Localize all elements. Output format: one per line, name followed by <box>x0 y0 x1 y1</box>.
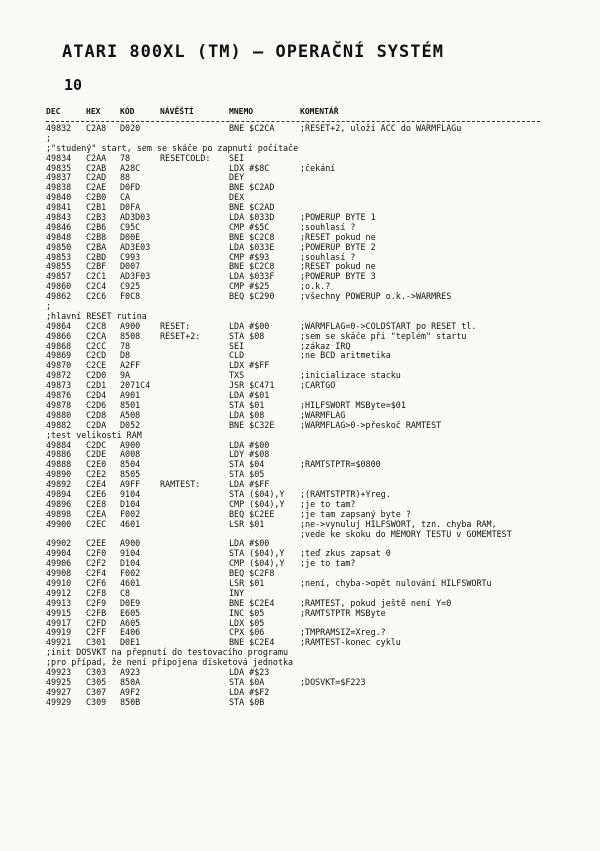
address-hex: C2F6 <box>86 577 107 588</box>
address-dec: 49888 <box>46 459 72 470</box>
line-comment: ;sem se skáče při "teplém" startu <box>300 330 467 341</box>
line-comment: ;všechny POWERUP o.k.->WARMRES <box>300 291 452 302</box>
mnemonic: BEQ $C2F8 <box>229 568 275 579</box>
line-comment: ;souhlasí ? <box>300 221 356 232</box>
mnemonic: LDX $05 <box>229 617 265 628</box>
line-comment: ;čekání <box>300 162 336 173</box>
opcode-bytes: A605 <box>120 617 141 628</box>
mnemonic: CMP #$93 <box>229 251 270 262</box>
mnemonic: BNE $C2E4 <box>229 597 275 608</box>
address-dec: 49868 <box>46 340 72 351</box>
line-comment: ;WARMFLAG=0->COLDSTART po RESET tl. <box>300 320 477 331</box>
section-comment: ; <box>46 132 52 143</box>
mnemonic: BNE $C2AD <box>229 182 275 193</box>
column-header-row <box>0 107 600 119</box>
mnemonic: BNE $C2C8 <box>229 261 275 272</box>
mnemonic: STA $0B <box>229 696 265 707</box>
opcode-bytes: A28C <box>120 162 141 173</box>
address-dec: 49834 <box>46 152 72 163</box>
mnemonic: LDA #$00 <box>229 320 270 331</box>
address-dec: 49886 <box>46 449 72 460</box>
address-dec: 49919 <box>46 627 72 638</box>
address-dec: 49866 <box>46 330 72 341</box>
opcode-bytes: C8 <box>120 587 131 598</box>
address-hex: C2E2 <box>86 469 107 480</box>
code-line <box>0 698 600 708</box>
mnemonic: INC $05 <box>229 607 265 618</box>
opcode-bytes: 9104 <box>120 548 141 559</box>
mnemonic: STA $0A <box>229 676 265 687</box>
mnemonic: LDX #$FF <box>229 360 270 371</box>
opcode-bytes: 4601 <box>120 577 141 588</box>
mnemonic: STA $04 <box>229 459 265 470</box>
mnemonic: DEX <box>229 192 245 203</box>
address-dec: 49857 <box>46 271 72 282</box>
address-dec: 49840 <box>46 192 72 203</box>
mnemonic: LDA #$00 <box>229 538 270 549</box>
mnemonic: LDA #$FF <box>229 479 270 490</box>
address-hex: C2D6 <box>86 399 107 410</box>
mnemonic: BEQ $C2EE <box>229 508 275 519</box>
opcode-bytes: AD3D03 <box>120 212 151 223</box>
line-comment: ;CARTGO <box>300 380 336 391</box>
address-dec: 49927 <box>46 686 72 697</box>
opcode-bytes: E605 <box>120 607 141 618</box>
address-hex: C303 <box>86 666 107 677</box>
address-hex: C2B8 <box>86 231 107 242</box>
opcode-bytes: 8501 <box>120 399 141 410</box>
address-dec: 49892 <box>46 479 72 490</box>
mnemonic: SEI <box>229 340 245 351</box>
address-dec: 49904 <box>46 548 72 559</box>
address-dec: 49873 <box>46 380 72 391</box>
opcode-bytes: A901 <box>120 390 141 401</box>
mnemonic: LDA $033F <box>229 271 275 282</box>
line-comment: ;vede ke skoku do MEMORY TESTU v GOMEMTEST <box>300 528 512 539</box>
address-dec: 49929 <box>46 696 72 707</box>
address-hex: C2BA <box>86 241 107 252</box>
opcode-bytes: D007 <box>120 261 141 272</box>
opcode-bytes: 8508 <box>120 330 141 341</box>
address-dec: 49882 <box>46 419 72 430</box>
mnemonic: STA ($04),Y <box>229 488 285 499</box>
address-hex: C2DE <box>86 449 107 460</box>
opcode-bytes: D104 <box>120 558 141 569</box>
address-dec: 49915 <box>46 607 72 618</box>
opcode-bytes: 9A <box>120 370 131 381</box>
address-hex: C2E6 <box>86 488 107 499</box>
opcode-bytes: C993 <box>120 251 141 262</box>
address-dec: 49894 <box>46 488 72 499</box>
mnemonic: BNE $C2C8 <box>229 231 275 242</box>
opcode-bytes: D020 <box>120 123 141 133</box>
opcode-bytes: 8504 <box>120 459 141 470</box>
code-label: RESET+2: <box>160 330 201 341</box>
address-dec: 49876 <box>46 390 72 401</box>
column-header-dec: DEC <box>46 107 61 116</box>
code-label: RESETCOLD: <box>160 152 211 163</box>
address-dec: 49864 <box>46 320 72 331</box>
opcode-bytes: D0FA <box>120 202 141 213</box>
address-dec: 49896 <box>46 498 72 509</box>
opcode-bytes: D0FD <box>120 182 141 193</box>
address-hex: C2F8 <box>86 587 107 598</box>
mnemonic: CMP #$5C <box>229 221 270 232</box>
address-dec: 49838 <box>46 182 72 193</box>
address-hex: C2F9 <box>86 597 107 608</box>
section-comment: ; <box>46 301 52 312</box>
mnemonic: STA ($04),Y <box>229 548 285 559</box>
address-hex: C2D8 <box>86 409 107 420</box>
line-comment: ;souhlasí ? <box>300 251 356 262</box>
opcode-bytes: D8 <box>120 350 131 361</box>
line-comment: ;RAMTEST, pokud ještě není Y=0 <box>300 597 452 608</box>
address-dec: 49921 <box>46 637 72 648</box>
line-comment: ;RAMTEST-konec cyklu <box>300 637 401 648</box>
address-dec: 49870 <box>46 360 72 371</box>
line-comment: ;RESET pokud ne <box>300 261 376 272</box>
address-hex: C2EC <box>86 518 107 529</box>
address-dec: 49855 <box>46 261 72 272</box>
address-dec: 49902 <box>46 538 72 549</box>
address-hex: C2AB <box>86 162 107 173</box>
address-dec: 49884 <box>46 439 72 450</box>
mnemonic: BNE $C2E4 <box>229 637 275 648</box>
address-hex: C2E4 <box>86 479 107 490</box>
opcode-bytes: A900 <box>120 320 141 331</box>
line-comment: ;je to tam? <box>300 558 356 569</box>
mnemonic: STA $01 <box>229 399 265 410</box>
line-comment: ;je tam zapsaný byte ? <box>300 508 411 519</box>
line-comment: ;zákaz IRQ <box>300 340 351 351</box>
address-hex: C2CD <box>86 350 107 361</box>
page-title: ATARI 800XL (TM) — OPERAČNÍ SYSTÉM <box>62 42 444 62</box>
mnemonic: LDA $033E <box>229 241 275 252</box>
address-dec: 49900 <box>46 518 72 529</box>
mnemonic: CMP #$25 <box>229 281 270 292</box>
line-comment: ;teď zkus zapsat 0 <box>300 548 391 559</box>
mnemonic: JSR $C471 <box>229 380 275 391</box>
address-hex: C2C1 <box>86 271 107 282</box>
address-hex: C2FD <box>86 617 107 628</box>
code-label: RESET: <box>160 320 191 331</box>
address-hex: C2BD <box>86 251 107 262</box>
line-comment: ;POWERUP BYTE 2 <box>300 241 376 252</box>
address-hex: C2FB <box>86 607 107 618</box>
opcode-bytes: C95C <box>120 221 141 232</box>
opcode-bytes: D104 <box>120 498 141 509</box>
address-dec: 49837 <box>46 172 72 183</box>
address-hex: C2B6 <box>86 221 107 232</box>
line-comment: ;není, chyba->opět nulování HILFSWORTu <box>300 577 492 588</box>
line-comment: ;ne BCD aritmetika <box>300 350 391 361</box>
address-hex: C2C6 <box>86 291 107 302</box>
address-dec: 49872 <box>46 370 72 381</box>
column-header-label: NÁVĚŠTÍ <box>160 107 194 116</box>
address-dec: 49925 <box>46 676 72 687</box>
line-comment: ;(RAMTSTPTR)+Yreg. <box>300 488 391 499</box>
mnemonic: BNE $C2AD <box>229 202 275 213</box>
address-hex: C2F0 <box>86 548 107 559</box>
line-comment: ;ne->vynuluj HILFSWORT, tzn. chyba RAM, <box>300 518 497 529</box>
mnemonic: LSR $01 <box>229 518 265 529</box>
section-comment: ;hlavní RESET rutina <box>46 310 147 321</box>
opcode-bytes: D0E1 <box>120 637 141 648</box>
opcode-bytes: AD3F03 <box>120 271 151 282</box>
address-hex: C2CC <box>86 340 107 351</box>
address-hex: C2FF <box>86 627 107 638</box>
address-dec: 49913 <box>46 597 72 608</box>
line-comment: ;o.k.? <box>300 281 331 292</box>
address-hex: C2DA <box>86 419 107 430</box>
address-dec: 49917 <box>46 617 72 628</box>
address-dec: 49923 <box>46 666 72 677</box>
mnemonic: LDX #$8C <box>229 162 270 173</box>
address-dec: 49878 <box>46 399 72 410</box>
mnemonic: DEY <box>229 172 245 183</box>
opcode-bytes: C925 <box>120 281 141 292</box>
address-dec: 49848 <box>46 231 72 242</box>
opcode-bytes: D00E <box>120 231 141 242</box>
section-comment: ;init DOSVKT na přepnutí do testovacího programu <box>46 647 289 658</box>
header-divider <box>46 121 540 122</box>
section-comment: ;"studený" start, sem se skáče po zapnutí počítače <box>46 142 299 153</box>
mnemonic: LDY #$08 <box>229 449 270 460</box>
address-hex: C307 <box>86 686 107 697</box>
address-hex: C2E8 <box>86 498 107 509</box>
opcode-bytes: 88 <box>120 172 131 183</box>
address-dec: 49890 <box>46 469 72 480</box>
mnemonic: INY <box>229 587 245 598</box>
opcode-bytes: A900 <box>120 439 141 450</box>
address-hex: C2B3 <box>86 212 107 223</box>
mnemonic: SEI <box>229 152 245 163</box>
address-hex: C2E0 <box>86 459 107 470</box>
address-hex: C2AE <box>86 182 107 193</box>
address-dec: 49850 <box>46 241 72 252</box>
address-hex: C2A8 <box>86 123 107 133</box>
address-dec: 49835 <box>46 162 72 173</box>
line-comment: ;RESET+2, uloží ACC do WARMFLAGu <box>300 123 462 133</box>
address-hex: C301 <box>86 637 107 648</box>
opcode-bytes: 78 <box>120 340 131 351</box>
mnemonic: LDA #$01 <box>229 390 270 401</box>
mnemonic: CPX $06 <box>229 627 265 638</box>
opcode-bytes: D052 <box>120 419 141 430</box>
mnemonic: CMP ($04),Y <box>229 558 285 569</box>
address-hex: C2B1 <box>86 202 107 213</box>
address-hex: C2BF <box>86 261 107 272</box>
opcode-bytes: 8505 <box>120 469 141 480</box>
opcode-bytes: A9F2 <box>120 686 141 697</box>
address-hex: C2CA <box>86 330 107 341</box>
opcode-bytes: D0E9 <box>120 597 141 608</box>
column-header-kod: KÓD <box>120 107 135 116</box>
address-hex: C305 <box>86 676 107 687</box>
mnemonic: STA $08 <box>229 330 265 341</box>
address-hex: C2B0 <box>86 192 107 203</box>
code-line <box>0 124 600 134</box>
opcode-bytes: 850A <box>120 676 141 687</box>
address-dec: 49841 <box>46 202 72 213</box>
line-comment: ;WARMFLAG>0->přeskoč RAMTEST <box>300 419 442 430</box>
line-comment: ;WARMFLAG <box>300 409 346 420</box>
line-comment: ;HILFSWORT MSByte=$01 <box>300 399 406 410</box>
code-label: RAMTEST: <box>160 479 201 490</box>
address-dec: 49853 <box>46 251 72 262</box>
address-dec: 49869 <box>46 350 72 361</box>
line-comment: ;POWERUP BYTE 1 <box>300 212 376 223</box>
opcode-bytes: E406 <box>120 627 141 638</box>
address-hex: C2F2 <box>86 558 107 569</box>
address-hex: C2AA <box>86 152 107 163</box>
page-number: 10 <box>64 76 83 94</box>
address-hex: C2EA <box>86 508 107 519</box>
mnemonic: LSR $01 <box>229 577 265 588</box>
opcode-bytes: F002 <box>120 568 141 579</box>
opcode-bytes: A508 <box>120 409 141 420</box>
mnemonic: STA $05 <box>229 469 265 480</box>
address-hex: C2C4 <box>86 281 107 292</box>
address-hex: C2DC <box>86 439 107 450</box>
mnemonic: BNE $C32E <box>229 419 275 430</box>
mnemonic: TXS <box>229 370 245 381</box>
address-hex: C2D1 <box>86 380 107 391</box>
mnemonic: LDA #$00 <box>229 439 270 450</box>
opcode-bytes: CA <box>120 192 131 203</box>
opcode-bytes: A923 <box>120 666 141 677</box>
address-dec: 49908 <box>46 568 72 579</box>
section-comment: ;test velikosti RAM <box>46 429 142 440</box>
mnemonic: LDA #$F2 <box>229 686 270 697</box>
opcode-bytes: 4601 <box>120 518 141 529</box>
opcode-bytes: F002 <box>120 508 141 519</box>
address-dec: 49862 <box>46 291 72 302</box>
mnemonic: BNE $C2CA <box>229 123 275 133</box>
address-dec: 49843 <box>46 212 72 223</box>
line-comment: ;je to tam? <box>300 498 356 509</box>
column-header-mnemo: MNEMO <box>229 107 254 116</box>
line-comment: ;POWERUP BYTE 3 <box>300 271 376 282</box>
line-comment: ;RESET pokud ne <box>300 231 376 242</box>
column-header-comment: KOMENTÁŘ <box>300 107 339 116</box>
address-dec: 49906 <box>46 558 72 569</box>
mnemonic: CLD <box>229 350 245 361</box>
address-hex: C2D4 <box>86 390 107 401</box>
opcode-bytes: A9FF <box>120 479 141 490</box>
opcode-bytes: AD3E03 <box>120 241 151 252</box>
column-header-hex: HEX <box>86 107 101 116</box>
mnemonic: LDA $08 <box>229 409 265 420</box>
address-hex: C2C8 <box>86 320 107 331</box>
opcode-bytes: F0C8 <box>120 291 141 302</box>
line-comment: ;DOSVKT=$F223 <box>300 676 366 687</box>
line-comment: ;RAMTSTPTR MSByte <box>300 607 386 618</box>
opcode-bytes: A2FF <box>120 360 141 371</box>
mnemonic: CMP ($04),Y <box>229 498 285 509</box>
address-dec: 49910 <box>46 577 72 588</box>
address-dec: 49912 <box>46 587 72 598</box>
section-comment: ;pro případ, že není připojena disketová jednotka <box>46 657 294 668</box>
code-listing <box>0 124 600 708</box>
address-dec: 49832 <box>46 123 72 133</box>
address-hex: C2F4 <box>86 568 107 579</box>
address-hex: C2CE <box>86 360 107 371</box>
address-dec: 49880 <box>46 409 72 420</box>
opcode-bytes: A008 <box>120 449 141 460</box>
opcode-bytes: 850B <box>120 696 141 707</box>
line-comment: ;RAMTSTPTR=$0800 <box>300 459 381 470</box>
opcode-bytes: 9104 <box>120 488 141 499</box>
address-hex: C2D0 <box>86 370 107 381</box>
mnemonic: LDA $033D <box>229 212 275 223</box>
opcode-bytes: 2071C4 <box>120 380 151 391</box>
mnemonic: BEQ $C290 <box>229 291 275 302</box>
opcode-bytes: A900 <box>120 538 141 549</box>
opcode-bytes: 78 <box>120 152 131 163</box>
mnemonic: LDA #$23 <box>229 666 270 677</box>
address-hex: C2AD <box>86 172 107 183</box>
code-line <box>0 292 600 302</box>
line-comment: ;TMPRAMSIZ=Xreg.? <box>300 627 386 638</box>
address-dec: 49860 <box>46 281 72 292</box>
line-comment: ;inicializace stacku <box>300 370 401 381</box>
address-dec: 49898 <box>46 508 72 519</box>
address-hex: C2EE <box>86 538 107 549</box>
address-hex: C309 <box>86 696 107 707</box>
address-dec: 49846 <box>46 221 72 232</box>
